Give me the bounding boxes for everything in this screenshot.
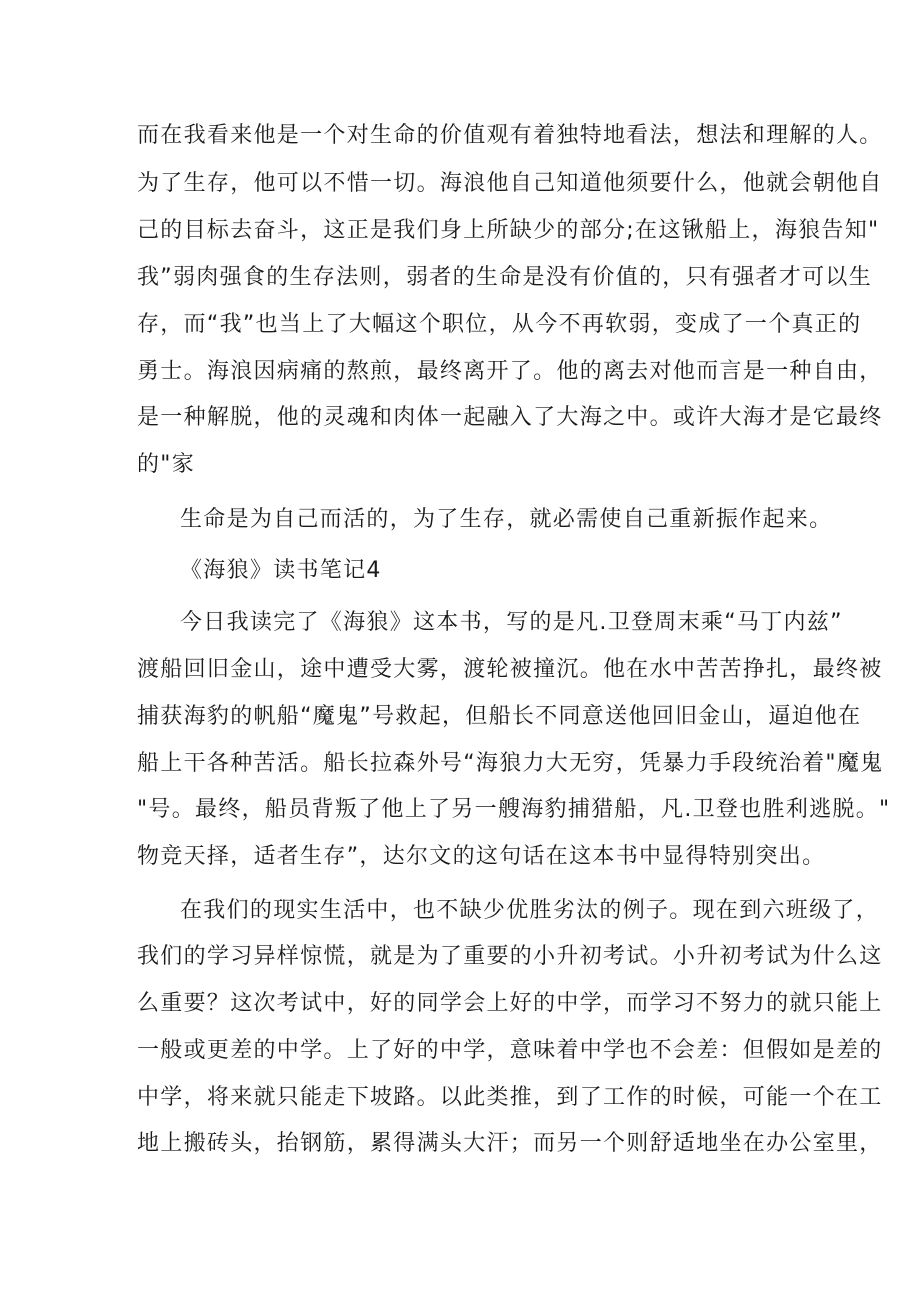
text-line: 是一种解脱，他的灵魂和肉体一起融入了大海之中。或许大海才是它最终 [137, 405, 883, 430]
text-line: "号。最终，船员背叛了他上了另一艘海豹捕猎船，凡.卫登也胜利逃脱。" [137, 797, 891, 822]
text-line: 物竞天择，适者生存”，达尔文的这句话在这本书中显得特别突出。 [137, 844, 826, 869]
text-line: 而在我看来他是一个对生命的价值观有着独特地看法，想法和理解的人。 [137, 123, 883, 148]
paragraph-first-line: 在我们的现实生活中，也不缺少优胜劣汰的例子。现在到六班级了， [180, 898, 880, 923]
text-line: 存，而“我”也当上了大幅这个职位，从今不再软弱，变成了一个真正的 [137, 312, 862, 337]
text-line: 我”弱肉强食的生存法则，弱者的生命是没有价值的，只有强者才可以生 [137, 265, 872, 290]
paragraph-first-line: 生命是为自己而活的，为了生存，就必需使自己重新振作起来。 [180, 507, 833, 532]
text-line: 地上搬砖头，抬钢筋，累得满头大汗；而另一个则舒适地坐在办公室里， [137, 1131, 883, 1156]
text-line: 一般或更差的中学。上了好的中学，意味着中学也不会差：但假如是差的 [137, 1038, 883, 1063]
text-line: 己的目标去奋斗，这正是我们身上所缺少的部分;在这锹船上，海狼告知" [137, 218, 880, 243]
text-line: 为了生存，他可以不惜一切。海浪他自己知道他须要什么，他就会朝他自 [137, 171, 883, 196]
text-line: 船上干各种苦活。船长拉森外号“海狼力大无穷，凭暴力手段统治着"魔鬼 [137, 751, 884, 776]
paragraph-first-line: 今日我读完了《海狼》这本书，写的是凡.卫登周末乘“马丁内兹” [180, 610, 843, 635]
text-line: 捕获海豹的帆船“魔鬼”号救起，但船长不同意送他回旧金山，逼迫他在 [137, 704, 862, 729]
text-line: 中学，将来就只能走下坡路。以此类推，到了工作的时候，可能一个在工 [137, 1085, 883, 1110]
section-heading: 《海狼》读书笔记4 [180, 558, 382, 583]
text-line: 渡船回旧金山，途中遭受大雾，渡轮被撞沉。他在水中苦苦挣扎，最终被 [137, 657, 883, 682]
text-line: 的"家 [137, 452, 196, 477]
text-line: 勇士。海浪因病痛的熬煎，最终离开了。他的离去对他而言是一种自由， [137, 359, 883, 384]
text-line: 我们的学习异样惊慌，就是为了重要的小升初考试。小升初考试为什么这 [137, 944, 883, 969]
text-line: 么重要？这次考试中，好的同学会上好的中学，而学习不努力的就只能上 [137, 991, 883, 1016]
